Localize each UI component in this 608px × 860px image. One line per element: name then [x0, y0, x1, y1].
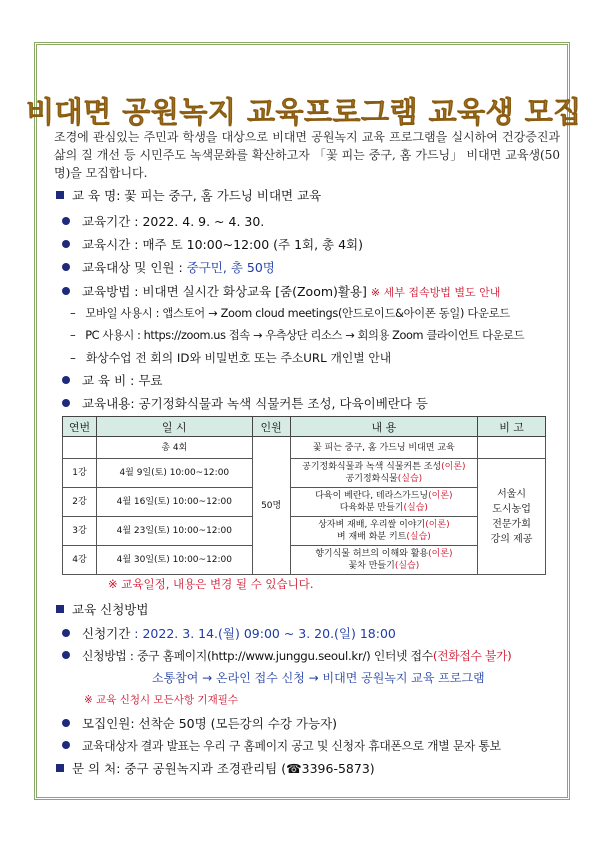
apply-method-row: 신청방법 : 중구 홈페이지(http://www.junggu.seoul.kr/) 인터넷 접수(전화접수 불가): [62, 647, 512, 664]
time-row: 교육시간 : 매주 토 10:00~12:00 (주 1회, 총 4회): [62, 235, 363, 253]
circle-bullet-icon: [62, 240, 70, 248]
table-row: 4강 4월 30일(토) 10:00~12:00 향기식물 허브의 이해와 활용(이론) 꽃차 만들기(실습): [63, 546, 546, 575]
table-note: ※ 교육일정, 내용은 변경 될 수 있습니다.: [108, 577, 314, 591]
content-row: 교육내용: 공기정화식물과 녹색 식물커튼 조성, 다육이베란다 등: [62, 394, 428, 412]
course-name-row: [56, 186, 321, 204]
square-bullet-icon: [56, 764, 64, 772]
apply-section-heading: 교육 신청방법: [56, 600, 148, 618]
square-bullet-icon: [56, 605, 64, 613]
apply-note: ※ 교육 신청시 모든사항 기재필수: [84, 694, 239, 706]
page-title: 비대면 공원녹지 교육프로그램 교육생 모집: [26, 95, 582, 129]
contact-row: 문 의 처: 중구 공원녹지과 조경관리팀 (☎3396-5873): [56, 759, 375, 777]
course-name-label: 교 육 명: [72, 188, 117, 203]
table-row: 2강 4월 16일(토) 10:00~12:00 다육이 베란다, 테라스가드닝(이론) 다육화분 만들기(실습): [63, 488, 546, 517]
apply-period-row: 신청기간 : 2022. 3. 14.(월) 09:00 ~ 3. 20.(일) 18:00: [62, 624, 396, 642]
circle-bullet-icon: [62, 719, 70, 727]
id-pw-row: – 화상수업 전 회의 ID와 비밀번호 또는 주소URL 개인별 안내: [70, 351, 392, 365]
course-name-value: : 꽃 피는 중구, 홈 가드닝 비대면 교육: [116, 188, 322, 203]
target-row: 교육대상 및 인원 : 중구민, 총 50명: [62, 258, 275, 276]
circle-bullet-icon: [62, 376, 70, 384]
method-row: 교육방법 : 비대면 실시간 화상교육 [줌(Zoom)활용] ※ 세부 접속방법 별도 안내: [62, 282, 500, 300]
mobile-row: – 모바일 사용시 : 앱스토어 → Zoom cloud meetings(안드로이드&아이폰 동일) 다운로드: [70, 307, 510, 320]
circle-bullet-icon: [62, 629, 70, 637]
table-row: 3강 4월 23일(토) 10:00~12:00 상자벼 재배, 우리쌀 이야기(이론) 벼 재배 화분 키트(실습): [63, 517, 546, 546]
square-bullet-icon: [56, 191, 64, 199]
circle-bullet-icon: [62, 651, 70, 659]
remark-cell: 서울시 도시농업 전문가회 강의 제공: [478, 459, 546, 575]
recruit-row: 모집인원: 선착순 50명 (모든강의 수강 가능자): [62, 714, 337, 732]
fee-row: 교 육 비 : 무료: [62, 371, 163, 389]
intro-paragraph: 조경에 관심있는 주민과 학생을 대상으로 비대면 공원녹지 교육 프로그램을 실시하여 건강증진과 삶의 질 개선 등 시민주도 녹색문화를 확산하고자 「꽃 피는 중구, 홈 가드닝」 비대면 교육생(50명)을 모집합니다.: [54, 130, 560, 180]
circle-bullet-icon: [62, 263, 70, 271]
circle-bullet-icon: [62, 287, 70, 295]
circle-bullet-icon: [62, 399, 70, 407]
circle-bullet-icon: [62, 217, 70, 225]
announce-row: 교육대상자 결과 발표는 우리 구 홈페이지 공고 및 신청자 휴대폰으로 개별 문자 통보: [62, 737, 501, 754]
schedule-table: [62, 416, 546, 575]
pc-row: – PC 사용시 : https://zoom.us 접속 → 우측상단 리소스 → 회의용 Zoom 클라이언트 다운로드: [70, 329, 525, 342]
circle-bullet-icon: [62, 741, 70, 749]
table-row: 총 4회 50명 꽃 피는 중구, 홈 가드닝 비대면 교육: [63, 437, 546, 459]
table-header-row: 연번 일 시 인원 내 용 비 고: [63, 417, 546, 437]
period-row: 교육기간 : 2022. 4. 9. ~ 4. 30.: [62, 212, 264, 230]
apply-path: 소통참여 → 온라인 접수 신청 → 비대면 공원녹지 교육 프로그램: [152, 671, 485, 685]
table-row: 1강 4월 9일(토) 10:00~12:00 공기정화식물과 녹색 식물커튼 조성(이론) 공기정화식물(실습) 서울시 도시농업 전문가회 강의 제공: [63, 459, 546, 488]
